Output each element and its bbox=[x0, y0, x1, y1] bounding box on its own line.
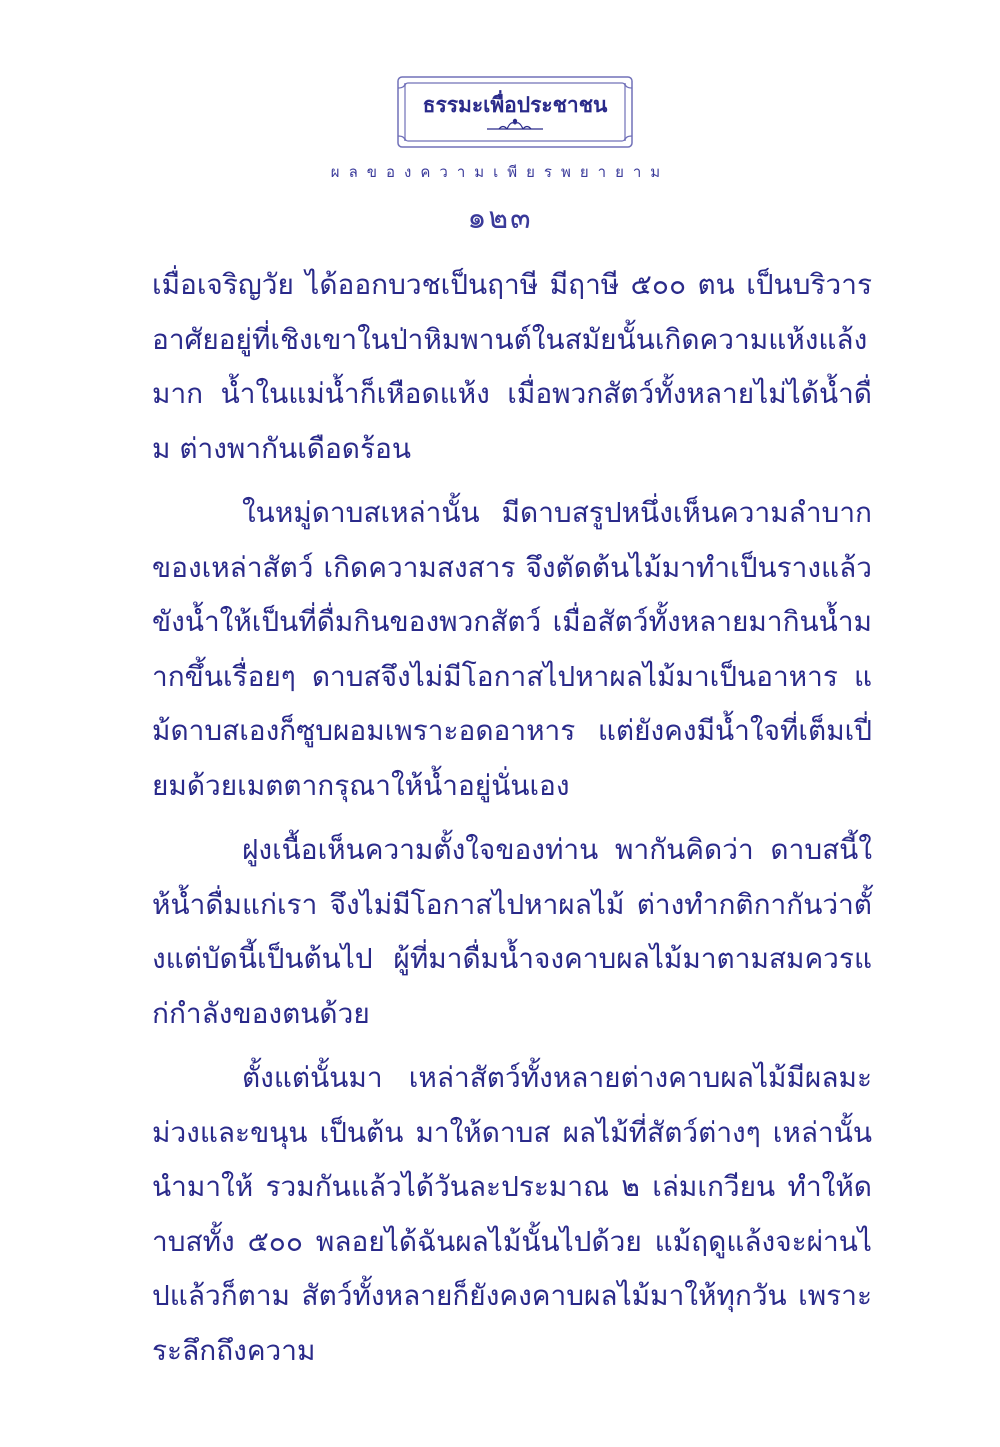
running-head: ผลของความเพียรพยายาม bbox=[330, 163, 670, 181]
paragraph: ฝูงเนื้อเห็นความตั้งใจของท่าน พากันคิดว่า ดาบสนี้ให้น้ำดื่มแก่เรา จึงไม่มีโอกาสไปหาผลไม้ ต่างทำกติกากันว่าตั้งแต่บัดนี้เป็นต้นไป ผู้ที่มาดื่มน้ำจงคาบผลไม้มาตามสมควรแก่กำลังของตนด้วย bbox=[152, 833, 872, 1030]
logo-text: ธรรมะเพื่อประชาชน bbox=[422, 94, 608, 117]
logo-frame bbox=[395, 74, 635, 150]
page-number: ๑๒๓ bbox=[467, 201, 533, 236]
body-text bbox=[152, 258, 872, 1388]
paragraph: ตั้งแต่นั้นมา เหล่าสัตว์ทั้งหลายต่างคาบผลไม้มีผลมะม่วงและขนุน เป็นต้น มาให้ดาบส ผลไม้ที่สัตว์ต่างๆ เหล่านั้นนำมาให้ รวมกันแล้วได้วันละประมาณ ๒ เล่มเกวียน ทำให้ดาบสทั้ง ๕๐๐ พลอยได้ฉันผลไม้นั้นไปด้วย แม้ฤดูแล้งจะผ่านไปแล้วก็ตาม สัตว์ทั้งหลายก็ยังคงคาบผลไม้มาให้ทุกวัน เพราะระลึกถึงความ bbox=[152, 1061, 872, 1367]
paragraph: ในหมู่ดาบสเหล่านั้น มีดาบสรูปหนึ่งเห็นความลำบากของเหล่าสัตว์ เกิดความสงสาร จึงตัดต้นไม้มาทำเป็นรางแล้วขังน้ำให้เป็นที่ดื่มกินของพวกสัตว์ เมื่อสัตว์ทั้งหลายมากินน้ำมากขึ้นเรื่อยๆ ดาบสจึงไม่มีโอกาสไปหาผลไม้มาเป็นอาหาร แม้ดาบสเองก็ซูบผอมเพราะอดอาหาร แต่ยังคงมีน้ำใจที่เต็มเปี่ยมด้วยเมตตากรุณาให้น้ำอยู่นั่นเอง bbox=[152, 496, 872, 802]
paragraph: เมื่อเจริญวัย ได้ออกบวชเป็นฤาษี มีฤาษี ๕๐๐ ตน เป็นบริวาร อาศัยอยู่ที่เชิงเขาในป่าหิมพานต์ในสมัยนั้นเกิดความแห้งแล้งมาก น้ำในแม่น้ำก็เหือดแห้ง เมื่อพวกสัตว์ทั้งหลายไม่ได้น้ำดื่ม ต่างพากันเดือดร้อน bbox=[152, 268, 872, 465]
ornament-icon bbox=[487, 119, 543, 129]
book-series-logo bbox=[395, 74, 635, 150]
